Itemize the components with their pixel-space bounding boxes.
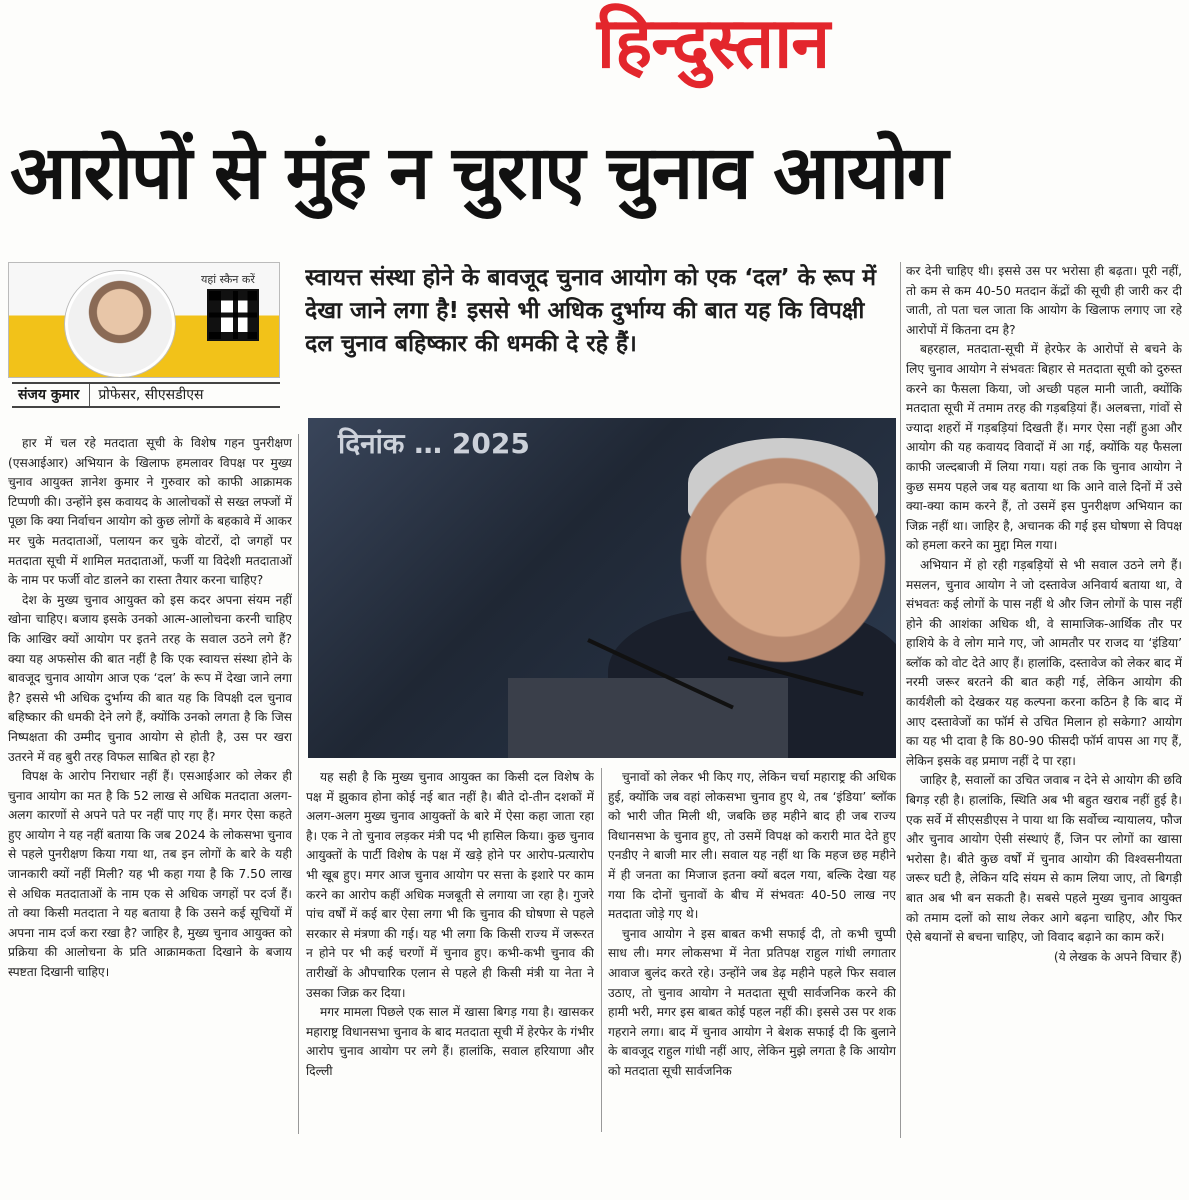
qr-code-icon[interactable]	[207, 289, 259, 341]
paragraph: चुनाव आयोग ने इस बाबत कभी सफाई दी, तो कभी चुप्पी साध ली। मगर लोकसभा में नेता प्रतिपक्ष राहुल गांधी लगातार आवाज बुलंद करते रहे। उन्होंने जब डेढ़ महीने पहले फिर सवाल उठाए, तो चुनाव आयोग ने मतदाता सूची सार्वजनिक करने की हामी भरी, मगर इस बाबत कोई पहल नहीं की। इससे उस पर शक गहराने लगा। बाद में चुनाव आयोग ने बेशक सफाई दी कि बुलाने के बावजूद राहुल गांधी नहीं आए, लेकिन मुझे लगता है कि आयोग को मतदाता सूची सार्वजनिक	[608, 926, 896, 1078]
column-divider	[900, 262, 901, 1138]
masthead-logo: हिन्दुस्तान	[596, 1, 830, 84]
paragraph: चुनावों को लेकर भी किए गए, लेकिन चर्चा महाराष्ट्र की अधिक हुई, क्योंकि जब वहां लोकसभा चुनाव हुए थे, तब ‘इंडिया’ ब्लॉक को भारी जीत मिली थी, जबकि छह महीने बाद ही जब राज्य विधानसभा के चुनाव हुए, तो उसमें विपक्ष को करारी मात देते हुए एनडीए ने बाजी मार ली। सवाल यह नहीं था कि महज छह महीने में ही जनता का मिजाज इतना क्यों बदल गया, बल्कि देखा यह गया कि दोनों चुनावों के बीच में संभवतः 40-50 लाख नए मतदाता जोड़े गए थे।	[608, 770, 896, 922]
column-divider	[298, 434, 299, 1134]
paragraph: जाहिर है, सवालों का उचित जवाब न देने से आयोग की छवि बिगड़ रही है। हालांकि, स्थिति अब भी बहुत खराब नहीं हुई है। एक सर्वे में सीएसडीएस ने पाया था कि सर्वोच्च न्यायालय, फौज और चुनाव आयोग ऐसी संस्थाएं हैं, जिन पर लोगों का खासा भरोसा है। बीते कुछ वर्षों में चुनाव आयोग की विश्वसनीयता जरूर घटी है, लेकिन यदि संयम से काम लिया जाए, तो बिगड़ी बात अब भी बन सकती है। सबसे पहले मुख्य चुनाव आयुक्त को तमाम दलों को साथ लेकर आगे बढ़ना चाहिए, और फिर ऐसे बयानों से बचना चाहिए, जो विवाद बढ़ाने का काम करें।	[906, 773, 1182, 945]
paragraph: विपक्ष के आरोप निराधार नहीं हैं। एसआईआर को लेकर ही चुनाव आयोग का मत है कि 52 लाख से अधिक मतदाता अलग-अलग कारणों से अपने पते पर नहीं पाए गए हैं। मगर ऐसा कहते हुए आयोग ने यह नहीं बताया कि जब 2024 के लोकसभा चुनाव से पहले पुनरीक्षण किया गया था, तब इन लोगों के बारे के यही जानकारी क्यों नहीं मिली? यह भी कहा गया है कि 7.50 लाख से अधिक मतदाताओं के नाम एक से अधिक जगहों पर दर्ज हैं। तो क्या किसी मतदाता ने यह बताया है कि उसने कई सूचियों में अपना नाम दर्ज करा रखा है? जाहिर है, मुख्य चुनाव आयुक्त को प्रक्रिया की आलोचना के प्रति आक्रामकता दिखाने के बजाय स्पष्टता दिखानी चाहिए।	[8, 769, 292, 980]
photo-podium	[508, 678, 788, 758]
author-role: प्रोफेसर, सीएसडीएस	[98, 387, 204, 403]
paragraph: बहरहाल, मतदाता-सूची में हेरफेर के आरोपों से बचने के लिए चुनाव आयोग ने संभवतः बिहार से मतदाता सूची को दुरुस्त करने का फैसला किया, जो अच्छी पहल मानी जाती, क्योंकि मतदाता सूची में तमाम तरह की गड़बड़ियां हैं। अलबत्ता, गांवों से ज्यादा शहरों में गड़बड़ियां दिखती हैं। मगर ऐसा नहीं हुआ और आयोग की यह कवायद विवादों में आ गई, क्योंकि यह फैसला काफी जल्दबाजी में लिया गया। यहां तक कि चुनाव आयोग ने कुछ समय पहले जब यह बताया था कि आने वाले दिनों में उसे क्या-क्या काम करने हैं, तो उसमें इस पुनरीक्षण अभियान का जिक्र नहीं था। जाहिर है, अचानक की गई इस घोषणा से विपक्ष को हमला करने का मुद्दा मिल गया।	[906, 342, 1182, 553]
paragraph: अभियान में हो रही गड़बड़ियों से भी सवाल उठने लगे हैं। मसलन, चुनाव आयोग ने जो दस्तावेज अनिवार्य बताया था, वे संभवतः कई लोगों के पास नहीं थे और जिन लोगों के पास नहीं होने की आशंका अधिक थी, वे सामाजिक-आर्थिक तौर पर हाशिये के वे लोग माने गए, जो आमतौर पर राजद या ‘इंडिया’ ब्लॉक को वोट देते आए हैं। हालांकि, दस्तावेज को लेकर बाद में नरमी जरूर बरतने की बात कही गई, लेकिन आयोग की कार्यशैली को देखकर यह कल्पना करना कठिन है कि बाद में आए दस्तावेजों का फॉर्म से उचित मिलान हो सकेगा? आयोग का यह भी दावा है कि 80-90 फीसदी फॉर्म वापस आ गए हैं, लेकिन इसके वह प्रमाण नहीं दे पा रहा।	[906, 557, 1182, 768]
paragraph: मगर मामला पिछले एक साल में खासा बिगड़ गया है। खासकर महाराष्ट्र विधानसभा चुनाव के बाद मतदाता सूची में हेरफेर के गंभीर आरोप चुनाव आयोग पर लगे हैं। हालांकि, सवाल हरियाणा और दिल्ली	[306, 1005, 594, 1078]
photo-banner-text: दिनांक … 2025	[338, 427, 530, 460]
headline: आरोपों से मुंह न चुराए चुनाव आयोग	[10, 130, 947, 216]
paragraph: कर देनी चाहिए थी। इससे उस पर भरोसा ही बढ़ता। पूरी नहीं, तो कम से कम 40-50 मतदान केंद्रों की सूची ही जारी कर दी जाती, तो पता चल जाता कि आयोग के खिलाफ लगाए जा रहे आरोपों में कितना दम है?	[906, 264, 1182, 337]
column-divider	[601, 768, 602, 1132]
author-disclaimer: (ये लेखक के अपने विचार हैं)	[1053, 949, 1182, 964]
article-column-2	[306, 768, 594, 1132]
article-column-4	[906, 262, 1182, 1138]
article-column-3	[608, 768, 896, 1132]
deck-summary: स्वायत्त संस्था होने के बावजूद चुनाव आयोग को एक ‘दल’ के रूप में देखा जाने लगा है! इससे भी अधिक दुर्भाग्य की बात यह कि विपक्षी दल चुनाव बहिष्कार की धमकी दे रहे हैं।	[305, 265, 876, 357]
author-name: संजय कुमार	[12, 384, 90, 406]
paragraph: यह सही है कि मुख्य चुनाव आयुक्त का किसी दल विशेष के पक्ष में झुकाव होना कोई नई बात नहीं है। बीते दो-तीन दशकों में अलग-अलग मुख्य चुनाव आयुक्तों के बारे में ऐसा कहा जाता रहा है। एक ने तो चुनाव लड़कर मंत्री पद भी हासिल किया। कुछ चुनाव आयुक्तों के पार्टी विशेष के पक्ष में खड़े होने पर आरोप-प्रत्यारोप भी खूब हुए। मगर आज चुनाव आयोग पर सत्ता के इशारे पर काम करने का आरोप कहीं अधिक मजबूती से लगाया जा रहा है। गुजरे पांच वर्षों में कई बार ऐसा लगा भी कि चुनाव की घोषणा से पहले सरकार से मंत्रणा की गई। यह भी लगा कि किसी राज्य में जरूरत न होने पर भी कई चरणों में चुनाव हुए। कभी-कभी चुनाव की तारीखों के औपचारिक एलान से पहले ही किसी मंत्री या नेता ने उसका जिक्र कर दिया।	[306, 770, 594, 1000]
scan-label: यहां स्कैन करें	[201, 273, 255, 286]
byline	[12, 382, 280, 408]
author-box	[8, 262, 280, 378]
paragraph: हार में चल रहे मतदाता सूची के विशेष गहन पुनरीक्षण (एसआईआर) अभियान के खिलाफ हमलावर विपक्ष पर मुख्य चुनाव आयुक्त ज्ञानेश कुमार ने गुरुवार को काफी आक्रामक टिप्पणी की। उन्होंने इस कवायद के आलोचकों से सख्त लफ्जों में पूछा कि क्या निर्वाचन आयोग को कुछ लोगों के बहकावे में आकर मर चुके मतदाताओं, पलायन कर चुके वोटरों, दो जगहों पर मतदाता सूची में शामिल मतदाताओं, फर्जी या विदेशी मतदाताओं के नाम पर फर्जी वोट डालने का रास्ता तैयार करना चाहिए?	[8, 436, 292, 588]
lead-photo	[308, 418, 896, 758]
photo-figure-head	[678, 452, 888, 692]
article-column-1	[8, 434, 292, 1134]
author-photo	[65, 271, 175, 377]
paragraph: देश के मुख्य चुनाव आयुक्त को इस कदर अपना संयम नहीं खोना चाहिए। बजाय इसके उनको आत्म-आलोचना करनी चाहिए कि आखिर क्यों आयोग पर इतने तरह के सवाल उठने लगे हैं? क्या यह अफसोस की बात नहीं है कि एक स्वायत्त संस्था होने के बावजूद चुनाव आयोग आज एक ‘दल’ के रूप में देखा जाने लगा है? इससे भी अधिक दुर्भाग्य की बात यह कि विपक्षी दल चुनाव बहिष्कार की धमकी देने लगे हैं, क्योंकि उनको लगता है कि जिस निष्पक्षता की उम्मीद चुनाव आयोग से होती है, उस पर खरा उतरने में वह बुरी तरह विफल साबित हो रहा है?	[8, 592, 292, 764]
